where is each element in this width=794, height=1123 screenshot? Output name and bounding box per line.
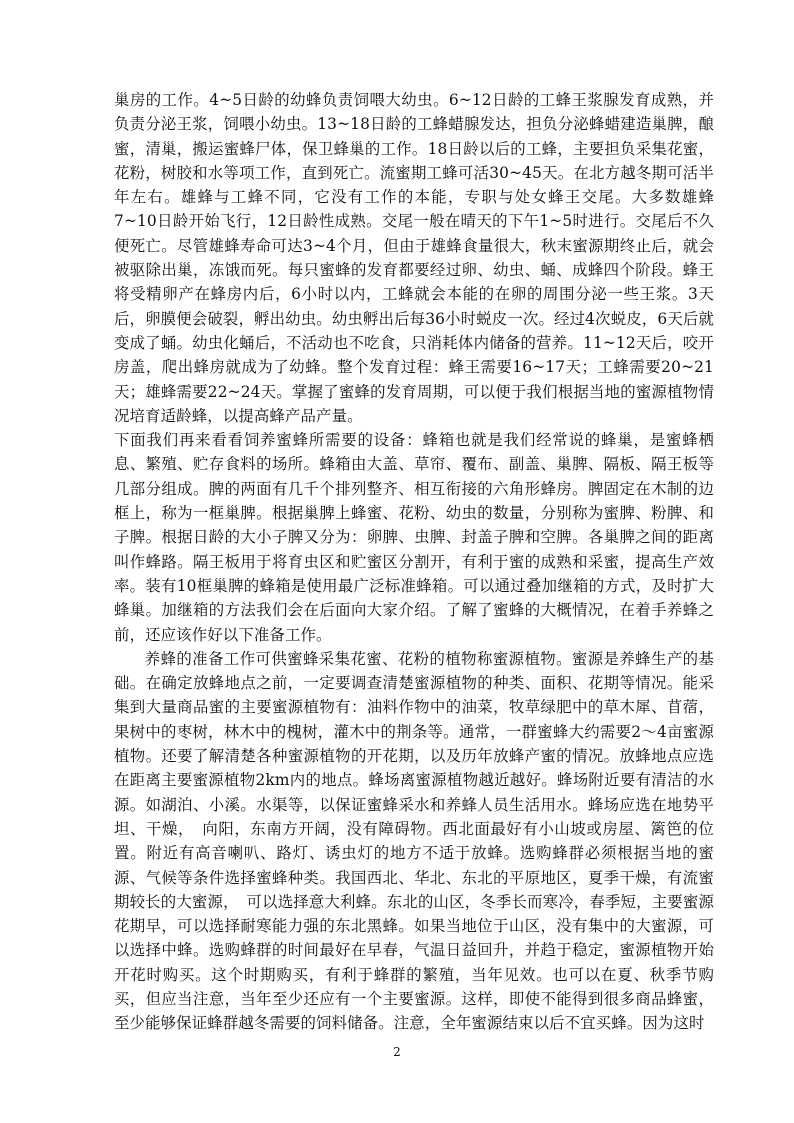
page-number: 2 [393,1045,401,1059]
body-text [114,88,714,1036]
paragraph-preparation: 养蜂的准备工作可供蜜蜂采集花蜜、花粉的植物称蜜源植物。蜜源是养蜂生产的基础。在确定放蜂地点之前，一定要调查清楚蜜源植物的种类、面积、花期等情况。能采集到大量商品蜜的主要蜜源植物有：油料作物中的油菜，牧草绿肥中的草木犀、苜蓿，果树中的枣树，林木中的槐树，灌木中的荆条等。通常，一群蜜蜂大约需要2～4亩蜜源植物。还要了解清楚各种蜜源植物的开花期，以及历年放蜂产蜜的情况。放蜂地点应选在距离主要蜜源植物2km内的地点。蜂场离蜜源植物越近越好。蜂场附近要有清洁的水源。如湖泊、小溪。水渠等，以保证蜜蜂采水和养蜂人员生活用水。蜂场应选在地势平坦、干燥， 向阳，东南方开阔，没有障碍物。西北面最好有小山坡或房屋、篱笆的位置。附近有高音喇叭、路灯、诱虫灯的地方不适于放蜂。选购蜂群必须根据当地的蜜源、气候等条件选择蜜蜂种类。我国西北、华北、东北的平原地区，夏季干燥，有流蜜期较长的大蜜源， 可以选择意大利蜂。东北的山区，冬季长而寒冷，春季短，主要蜜源花期早，可以选择耐寒能力强的东北黑蜂。如果当地位于山区，没有集中的大蜜源，可以选择中蜂。选购蜂群的时间最好在早春，气温日益回升，并趋于稳定，蜜源植物开始开花时购买。这个时期购买，有利于蜂群的繁殖，当年见效。也可以在夏、秋季节购买，但应当注意，当年至少还应有一个主要蜜源。这样，即使不能得到很多商品蜂蜜，至少能够保证蜂群越冬需要的饲料储备。注意，全年蜜源结束以后不宜买蜂。因为这时 [114,649,714,1033]
paragraph-bee-lifecycle: 巢房的工作。4~5日龄的幼蜂负责饲喂大幼虫。6~12日龄的工蜂王浆腺发育成熟，并负责分泌王浆，饲喂小幼虫。13~18日龄的工蜂蜡腺发达，担负分泌蜂蜡建造巢脾，酿蜜，清巢，搬运蜜蜂尸体，保卫蜂巢的工作。18日龄以后的工蜂，主要担负采集花蜜，花粉，树胶和水等项工作，直到死亡。流蜜期工蜂可活30~45天。在北方越冬期可活半年左右。雄蜂与工蜂不同，它没有工作的本能，专职与处女蜂王交尾。大多数雄蜂7~10日龄开始飞行，12日龄性成熟。交尾一般在晴天的下午1~5时进行。交尾后不久便死亡。尽管雄蜂寿命可达3~4个月，但由于雄蜂食量很大，秋末蜜源期终止后，就会被驱除出巢，冻饿而死。每只蜜蜂的发育都要经过卵、幼虫、蛹、成蜂四个阶段。蜂王将受精卵产在蜂房内后，6小时以内，工蜂就会本能的在卵的周围分泌一些王浆。3天后，卵膜便会破裂，孵出幼虫。幼虫孵出后每36小时蜕皮一次。经过4次蜕皮，6天后就变成了蛹。幼虫化蛹后，不活动也不吃食，只消耗体内储备的营养。11~12天后，咬开房盖，爬出蜂房就成为了幼蜂。整个发育过程：蜂王需要16~17天；工蜂需要20~21天；雄蜂需要22~24天。掌握了蜜蜂的发育周期，可以便于我们根据当地的蜜源植物情况培育适龄蜂，以提高蜂产品产量。 [114,91,714,425]
paragraph-equipment: 下面我们再来看看饲养蜜蜂所需要的设备：蜂箱也就是我们经常说的蜂巢，是蜜蜂栖息、繁殖、贮存食料的场所。蜂箱由大盖、草帘、覆布、副盖、巢脾、隔板、隔王板等几部分组成。脾的两面有几千个排列整齐、相互衔接的六角形蜂房。脾固定在木制的边框上，称为一框巢脾。根据巢脾上蜂蜜、花粉、幼虫的数量，分别称为蜜脾、粉脾、和子脾。根据日龄的大小子脾又分为：卵脾、虫脾、封盖子脾和空脾。各巢脾之间的距离叫作蜂路。隔王板用于将育虫区和贮蜜区分割开，有利于蜜的成熟和采蜜，提高生产效率。装有10框巢脾的蜂箱是使用最广泛标准蜂箱。可以通过叠加继箱的方式，及时扩大蜂巢。加继箱的方法我们会在后面向大家介绍。了解了蜜蜂的大概情况，在着手养蜂之前，还应该作好以下准备工作。 [114,431,714,644]
